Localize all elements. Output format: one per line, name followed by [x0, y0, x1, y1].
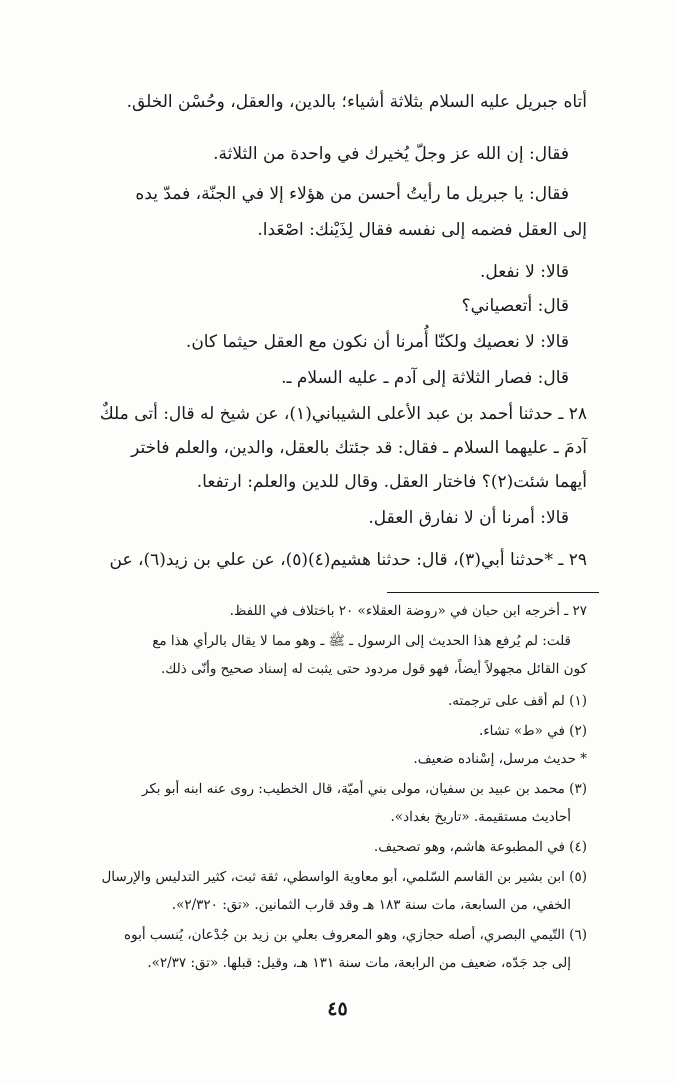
footnote-line: قلت: لم يُرفع هذا الحديث إلى الرسول ـ ﷺ ـ وهو مما لا يقال بالرأي هذا مع	[152, 633, 571, 649]
hadith-28-line: ٢٨ ـ حدثنا أحمد بن عبد الأعلى الشيباني(١)، عن شيخ له قال: أتى ملكٌ	[99, 404, 587, 424]
text-line: فقال: يا جبريل ما رأيتُ أحسن من هؤلاء إلا في الجنّة، فمدّ يده	[135, 184, 569, 204]
hadith-29-line: ٢٩ ـ *حدثنا أبي(٣)، قال: حدثنا هشيم(٤)(٥)، عن علي بن زيد(٦)، عن	[109, 550, 587, 570]
text-line: قالا: لا نفعل.	[479, 262, 569, 282]
footnote-line: * حديث مرسل، إسْناده ضعيف.	[413, 751, 587, 767]
text-line: أيهما شئت(٢)؟ فاختار العقل. وقال للدين والعلم: ارتفعا.	[196, 472, 587, 492]
footnote-line: كون القائل مجهولاً أيضاً، فهو قول مردود حتى يثبت له إسناد صحيح وأنّى ذلك.	[160, 661, 587, 677]
footnote-divider	[387, 592, 599, 593]
text-line: إلى العقل فضمه إلى نفسه فقال لِذَيْنك: اصْعَدا.	[257, 220, 587, 240]
footnote-line: (٣) محمد بن عبيد بن سفيان، مولى بني أميّة، قال الخطيب: روى عنه ابنه أبو بكر	[141, 781, 587, 797]
text-line: آدمَ ـ عليهما السلام ـ فقال: قد جئتك بالعقل، والدين، والعلم فاختر	[131, 438, 587, 458]
text-line: قال: فصار الثلاثة إلى آدم ـ عليه السلام ـ.	[281, 368, 569, 388]
footnote-line: (٢) في «ط» تشاء.	[479, 723, 587, 739]
footnote-line: ٢٧ ـ أخرجه ابن حبان في «روضة العقلاء» ٢٠ باختلاف في اللفظ.	[229, 603, 587, 619]
text-line: أتاه جبريل عليه السلام بثلاثة أشياء؛ بالدين، والعقل، وحُسْن الخلق.	[126, 92, 587, 112]
text-line: قالا: أمرنا أن لا نفارق العقل.	[368, 508, 569, 528]
page-number: ٤٥	[327, 998, 348, 1020]
footnote-line: الخفي، من السابعة، مات سنة ١٨٣ هـ وقد قارب الثمانين. «تق: ٢/٣٢٠».	[171, 897, 571, 913]
footnote-line: (١) لم أقف على ترجمته.	[448, 693, 587, 709]
footnote-line: (٥) ابن بشير بن القاسم السّلمي، أبو معاوية الواسطي، ثقة ثبت، كثير التدليس والإرسال	[101, 869, 587, 885]
footnote-line: (٦) التّيمي البصري، أصله حجازي، وهو المعروف بعلي بن زيد بن جُدْعان، يُنسب أبوه	[124, 927, 587, 943]
text-line: قال: أتعصياني؟	[461, 296, 569, 316]
text-line: قالا: لا نعصيك ولكنّا أُمرنا أن نكون مع العقل حيثما كان.	[185, 332, 569, 352]
text-line: فقال: إن الله عز وجلّ يُخيرك في واحدة من الثلاثة.	[213, 144, 569, 164]
footnote-line: أحاديث مستقيمة. «تاريخ بغداد».	[390, 809, 571, 825]
footnote-line: (٤) في المطبوعة هاشم، وهو تصحيف.	[373, 839, 587, 855]
footnote-line: إلى جد جَدّه، ضعيف من الرابعة، مات سنة ١٣١ هـ، وقيل: قبلها. «تق: ٢/٣٧».	[147, 955, 571, 971]
